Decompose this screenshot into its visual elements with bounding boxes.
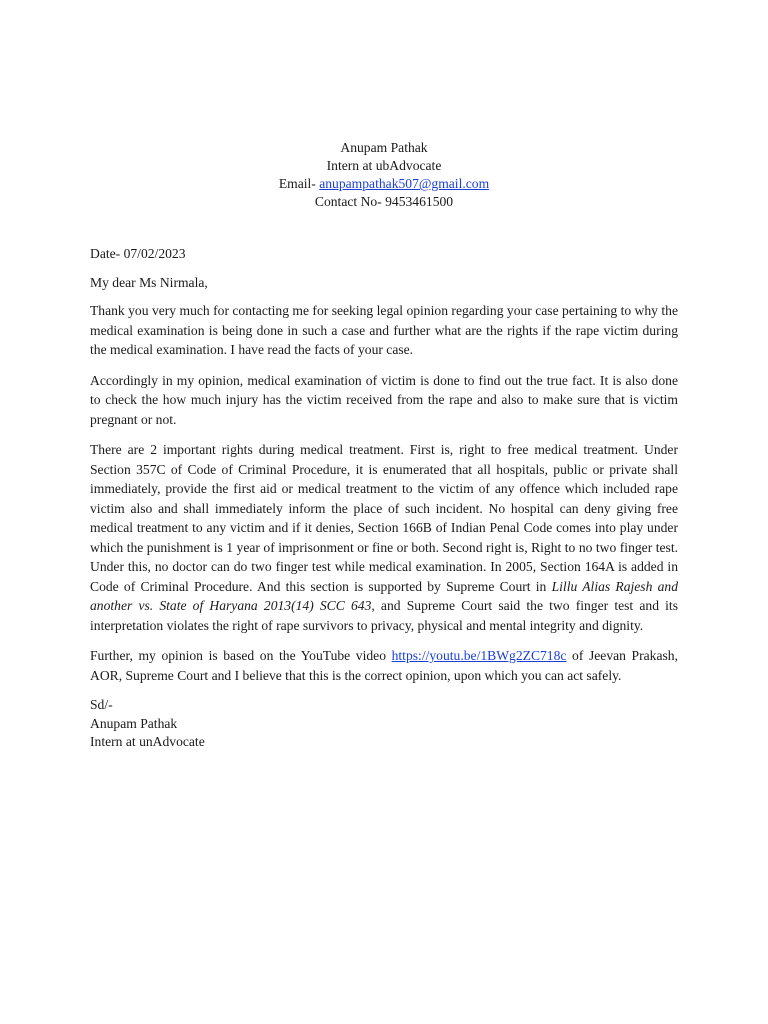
source-text-end: of Jeevan Prakash, AOR, Supreme Court and I believe that this is the correct opinion, upon which you can act safely. [90,648,678,683]
sender-contact: Contact No- 9453461500 [314,194,454,209]
case-citation: Lillu Alias Rajesh and another vs. State of Haryana 2013(14) SCC 643 [90,578,678,613]
letter-header [0,139,768,211]
paragraph-opinion: Accordingly in my opinion, medical examination of victim is done to find out the true fact. It is also done to check the how much injury has the victim received from the rape and also to make sure that is victim pregnant or not. [90,372,678,427]
letter-body [90,244,678,752]
email-link[interactable]: anupampathak507@gmail.com [319,176,490,191]
letter-date: Date- 07/02/2023 [90,246,186,261]
rights-text: There are 2 important rights during medical treatment. First is, right to free medical treatment. Under Section 357C of Code of Criminal Procedure, it is enumerated that all hospitals, public or private shall immediately, provide the first aid or medical treatment to the victim of any offence which included rape victim also and shall immediately inform the place of such incident. No hospital can deny giving free medical treatment to any victim and if it denies, Section 166B of Indian Penal Code comes into play under which the punishment is 1 year of imprisonment or fine or both. Second right is, Right to no two finger test. Under this, no doctor can do two finger test while medical examination. In 2005, Section 164A is added in Code of Criminal Procedure. And this section is supported by Supreme Court in [90,442,678,594]
signature-role: Intern at unAdvocate [90,734,205,749]
signature-name: Anupam Pathak [90,715,178,731]
paragraph-source [90,646,678,685]
signature-sd: Sd/- [90,697,113,712]
letter-salutation: My dear Ms Nirmala, [90,274,208,290]
paragraph-intro: Thank you very much for contacting me for seeking legal opinion regarding your case pertaining to why the medical examination is being done in such a case and further what are the rights if the rape victim during the medical examination. I have read the facts of your case. [90,303,678,357]
signature-block [90,696,678,752]
paragraph-rights [90,440,678,635]
sender-role: Intern at ubAdvocate [326,158,442,173]
source-text: Further, my opinion is based on the YouTube video [90,648,392,663]
rights-text-end: , and Supreme Court said the two finger test and its interpretation violates the right of rape survivors to privacy, physical and mental integrity and dignity. [90,598,678,633]
youtube-link[interactable]: https://youtu.be/1BWg2ZC718c [391,648,567,663]
email-label: Email- [278,176,320,191]
sender-email-line [0,175,768,193]
sender-name: Anupam Pathak [340,140,428,155]
